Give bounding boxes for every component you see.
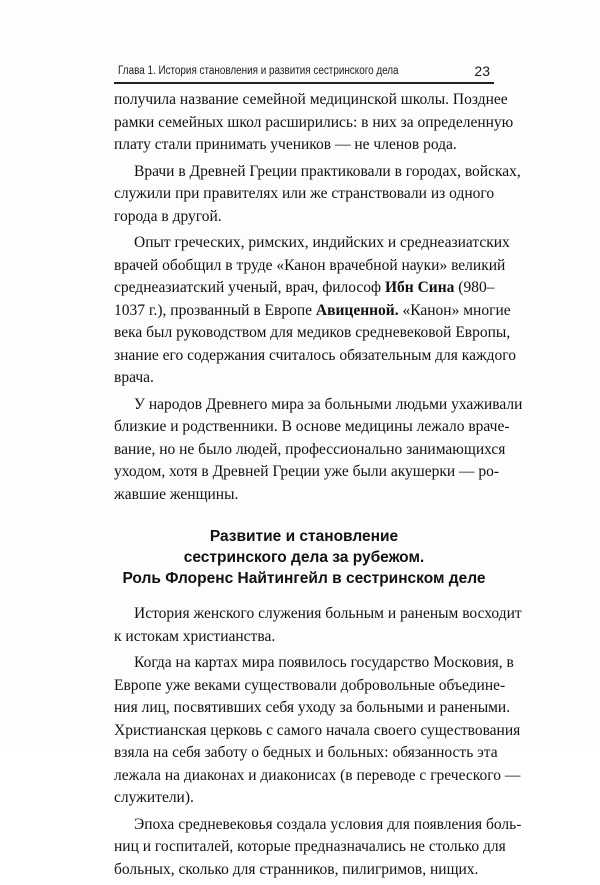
name-ibn-sina: Ибн Сина — [384, 279, 455, 296]
header-divider — [114, 82, 494, 84]
heading-line: Роль Флоренс Найтингейл в сестринском деле — [122, 570, 486, 587]
text-line — [114, 300, 511, 323]
heading-line: Развитие и становление — [209, 528, 399, 545]
paragraph — [114, 161, 521, 229]
paragraph — [114, 89, 514, 157]
text-line: Эпоха средневековья создала условия для появления боль- — [134, 815, 522, 833]
text-line: Опыт греческих, римских, индийских и среднеазиатских — [134, 234, 510, 251]
page-number: 23 — [474, 63, 490, 79]
name-avicenna: Авиценной. — [315, 301, 399, 319]
chapter-title: Глава 1. История становления и развития сестринского дела — [118, 65, 399, 77]
text-line: Когда на картах мира появилось государство Московия, в — [134, 654, 514, 671]
text-line: Христианская церковь с самого начала своего существования — [114, 721, 521, 739]
text-line: ниц и госпиталей, которые предназначались не столько для — [114, 838, 506, 855]
text-line: к истокам христианства. — [114, 627, 276, 645]
text-line: знание его содержания считалось обязательным для каждого — [114, 346, 517, 364]
text-line: уходом, хотя в Древней Греции уже были акушерки — ро- — [114, 463, 500, 480]
page-body — [114, 89, 523, 885]
text-line: История женского служения больным и раненым восходит — [134, 605, 522, 622]
running-header — [114, 60, 494, 82]
text-line: лежала на диаконах и диаконисах (в переводе с греческого — — [114, 766, 521, 784]
text-line: плату стали принимать учеников — не членов рода. — [114, 136, 457, 153]
heading-line: сестринского дела за рубежом. — [183, 549, 425, 566]
text-line: врача. — [114, 369, 154, 386]
text-line: вание, но не было людей, профессионально занимающихся — [114, 440, 506, 458]
text-line — [114, 277, 494, 300]
section-heading — [114, 526, 494, 589]
text-line: получила название семейной медицинской школы. Позднее — [114, 91, 508, 108]
paragraph — [114, 603, 522, 648]
text-line: больных, сколько для странников, пилигримов, нищих. — [114, 860, 479, 878]
text-run: 1037 г.), прозванный в Европе — [114, 301, 316, 319]
text-line: служители). — [114, 789, 194, 806]
text-line: ния лиц, посвятивших себя уходу за больными и ранеными. — [114, 699, 511, 716]
text-line: взяла на себя заботу о бедных и больных: обязанность эта — [114, 744, 498, 761]
text-line: Врачи в Древней Греции практиковали в городах, войсках, — [134, 162, 521, 180]
paragraph-avicenna — [114, 232, 517, 390]
text-line: У народов Древнего мира за больными людьми ухаживали — [134, 395, 523, 413]
paragraph — [114, 814, 522, 882]
text-line: города в другой. — [114, 207, 222, 225]
text-line: века был руководством для медиков средневековой Европы, — [114, 324, 511, 341]
paragraph — [114, 652, 521, 810]
text-line: врачей обобщил в труде «Канон врачебной науки» великий — [114, 256, 506, 274]
text-run: «Канон» многие — [398, 301, 511, 319]
text-run: среднеазиатский ученый, врач, философ — [114, 279, 385, 296]
text-line: Европе уже веками существовали добровольные объедине- — [114, 676, 506, 694]
text-line: близкие и родственники. В основе медицины лежало враче- — [114, 418, 510, 435]
text-line: жавшие женщины. — [114, 485, 239, 503]
text-run: (980– — [454, 279, 495, 296]
text-line: служили при правителях или же странствовали из одного — [114, 185, 495, 202]
paragraph — [114, 394, 523, 507]
text-line: рамки семейных школ расширились: в них за определенную — [114, 113, 514, 131]
